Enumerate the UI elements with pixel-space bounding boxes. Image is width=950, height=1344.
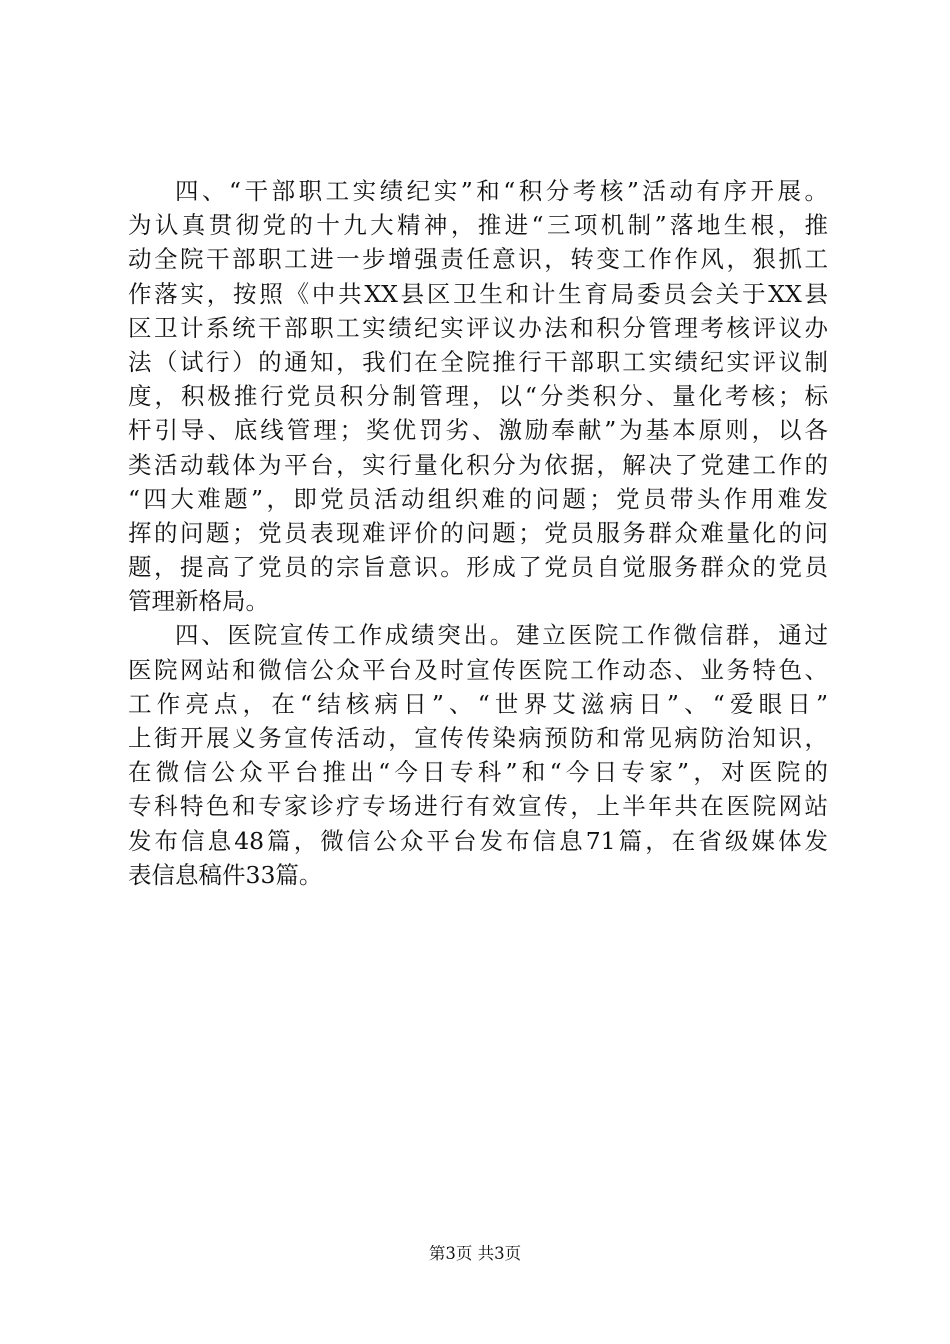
text-line: 度，积极推行党员积分制管理，以“分类积分、量化考核；标	[128, 382, 828, 411]
text-line: 发布信息48篇，微信公众平台发布信息71篇，在省级媒体发	[128, 826, 828, 855]
page-number-footer: 第3页 共3页	[428, 1244, 522, 1263]
text-line: 在微信公众平台推出“今日专科”和“今日专家”，对医院的	[128, 758, 828, 787]
text-line: 挥的问题；党员表现难评价的问题；党员服务群众难量化的问	[128, 518, 828, 547]
text-line: 上街开展义务宣传活动，宣传传染病预防和常见病防治知识，	[128, 724, 828, 752]
text-line: 四、医院宣传工作成绩突出。建立医院工作微信群，通过	[175, 621, 828, 650]
text-line: 动全院干部职工进一步增强责任意识，转变工作作风，狠抓工	[128, 245, 828, 274]
text-line: 四、“干部职工实绩纪实”和“积分考核”活动有序开展。	[175, 177, 828, 205]
text-line: 管理新格局。	[128, 587, 269, 616]
text-line: 表信息稿件33篇。	[128, 860, 323, 889]
text-line: 工作亮点，在“结核病日”、“世界艾滋病日”、“爱眼日”	[128, 689, 828, 718]
text-line: 杆引导、底线管理；奖优罚劣、激励奉献”为基本原则，以各	[128, 416, 828, 445]
text-line: 区卫计系统干部职工实绩纪实评议办法和积分管理考核评议办	[128, 313, 828, 342]
paragraph-hospital-publicity	[128, 618, 828, 892]
text-line: 作落实，按照《中共XX县区卫生和计生育局委员会关于XX县	[128, 279, 828, 308]
text-line: 类活动载体为平台，实行量化积分为依据，解决了党建工作的	[128, 450, 828, 479]
text-line: 为认真贯彻党的十九大精神，推进“三项机制”落地生根，推	[128, 211, 828, 240]
text-line: “四大难题”，即党员活动组织难的问题；党员带头作用难发	[128, 484, 828, 513]
paragraph-party-assessment	[128, 174, 828, 618]
text-line: 专科特色和专家诊疗专场进行有效宣传，上半年共在医院网站	[128, 792, 828, 821]
text-line: 医院网站和微信公众平台及时宣传医院工作动态、业务特色、	[128, 655, 828, 684]
text-line: 题，提高了党员的宗旨意识。形成了党员自觉服务群众的党员	[128, 553, 828, 582]
text-line: 法（试行）的通知，我们在全院推行干部职工实绩纪实评议制	[128, 347, 828, 376]
document-body	[128, 174, 828, 892]
